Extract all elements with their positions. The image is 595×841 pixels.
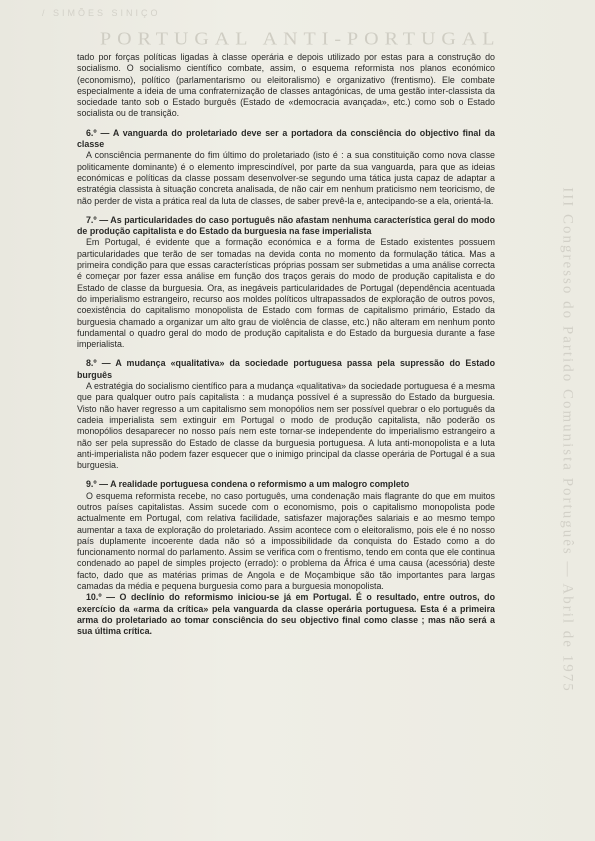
bleed-through-header: PORTUGAL ANTI-PORTUGAL (100, 29, 501, 49)
bleed-through-spine-text: III Congresso do Partido Comunista Português — Abril de 1975 (559, 187, 576, 693)
section-paragraph: O esquema reformista recebe, no caso português, uma condenação mais flagrante do que em muitos outros países capitalistas. Assim sucede com o economismo, pois o capitalismo monopolista pode actualmente em Portugal, com relativa facilidade, satisfazer majorações salariais e ao mesmo tempo aumentar a taxa de exploração do proletariado. Assim acontece com o eleitoralismo, pois ele é no nosso país duplamente incoerente dada não só a impossibilidade da conquista do Estado como a do funcionamento normal do parlamento. Assim se verifica com o frentismo, tendo em conta que ele continua condenado ao papel de simples projecto (errado): o problema da África é uma causa (acessória) deste facto, dado que as matérias primas de Angola e de Moçambique são tão importantes para largas camadas da média e pequena burguesia como para a burguesia monopolista. (77, 490, 495, 592)
section-heading: 9.º — A realidade portuguesa condena o reformismo a um malogro completo (86, 479, 410, 490)
section-paragraph: A estratégia do socialismo científico para a mudança «qualitativa» da sociedade portuguesa é a mesma que para qualquer outro país capitalista : a mudança possível é a supressão do Estado da burguesia. Visto não haver regresso a um capitalismo sem monopólios nem ser possível quebrar o elo português da cadeia imperialista sem extinguir em Portugal o modo de produção capitalista, não poderão os monopólios desaparecer no nosso país nem este tornar-se independente do imperialismo estrangeiro a não ser pela supressão do Estado de classe da burguesia portuguesa. A luta anti-monopolista e a luta anti-imperialista não podem fazer esquecer que o inimigo principal da classe operária de Portugal é a sua burguesia. (77, 381, 495, 471)
intro-paragraph: tado por forças políticas ligadas à classe operária e depois utilizado por estas para a construção do socialismo. O socialismo científico combate, assim, o esquema reformista nos planos económico (economismo), político (parlamentarismo ou eleitoralismo) e organizativo (frentismo). Ele combate especialmente a ideia de uma confraternização de classes antagónicas, de uma gestão inter-classista da sociedade tanto sob o Estado burguês (Estado de «democracia avançada», etc.) como sob o Estado socialista ou de transição. (77, 52, 495, 119)
section-9 (77, 479, 495, 592)
section-heading: 6.º — A vanguarda do proletariado deve ser a portadora da consciência do objectivo final da classe (77, 127, 495, 150)
section-10-conclusion: 10.º — O declínio do reformismo iniciou-se já em Portugal. É o resultado, entre outros, do exercício da «arma da crítica» pela vanguarda da classe operária portuguesa. Esta é a primeira arma do proletariado ao tomar consciência do seu objectivo final como classe ; mas não será a sua última crítica. (77, 592, 495, 637)
section-8 (77, 358, 495, 471)
section-6 (77, 128, 495, 207)
section-paragraph: A consciência permanente do fim último do proletariado (isto é : a sua constituição como nova classe politicamente dominante) é o elemento imprescindível, por parte da sua vanguarda, para que as ideias económicas e políticas da classe possam desenvolver-se segundo uma tática justa capaz de adaptar a estratégia classista à situação concreta analisada, de não cair em nenhum praticismo nem teoricismo, de não perder de vista a prática real da luta de classes, de saber prevê-la e, antecipando-se a ela, orientá-la. (77, 150, 495, 206)
section-heading: 8.º — A mudança «qualitativa» da sociedade portuguesa passa pela supressão do Estado burguês (77, 358, 495, 380)
section-heading: 7.º — As particularidades do caso português não afastam nenhuma característica geral do modo de produção capitalista e do Estado da burguesia na fase imperialista (77, 214, 495, 237)
section-7 (77, 215, 495, 351)
section-paragraph: Em Portugal, é evidente que a formação económica e a forma de Estado existentes possuem particularidades que terão de ser tomadas na devida conta no momento da formulação tática. Mas a primeira condição para que essas características próprias possam ser submetidas a uma análise correcta é começar por fazer essa análise em função dos traços gerais do modo de produção capitalista e do Estado de classe da burguesia. Ora, as inegáveis particularidades de Portugal (dependência acentuada do imperialismo estrangeiro, recurso aos moldes políticos ultrapassados de exploração de outros povos, coexistência do capitalismo monopolista de Estado com formas de capitalismo primário, Estado da burguesia chamado a organizar um alto grau de violência de classe, etc.) não alteram em nenhum ponto fundamental o quadro geral do modo de produção capitalista e do Estado da burguesia durante a fase imperialista. (77, 237, 495, 350)
bleed-through-spine (553, 70, 581, 810)
document-body (77, 52, 495, 638)
bleed-through-small: / SIMÕES SINIÇO (42, 8, 161, 18)
